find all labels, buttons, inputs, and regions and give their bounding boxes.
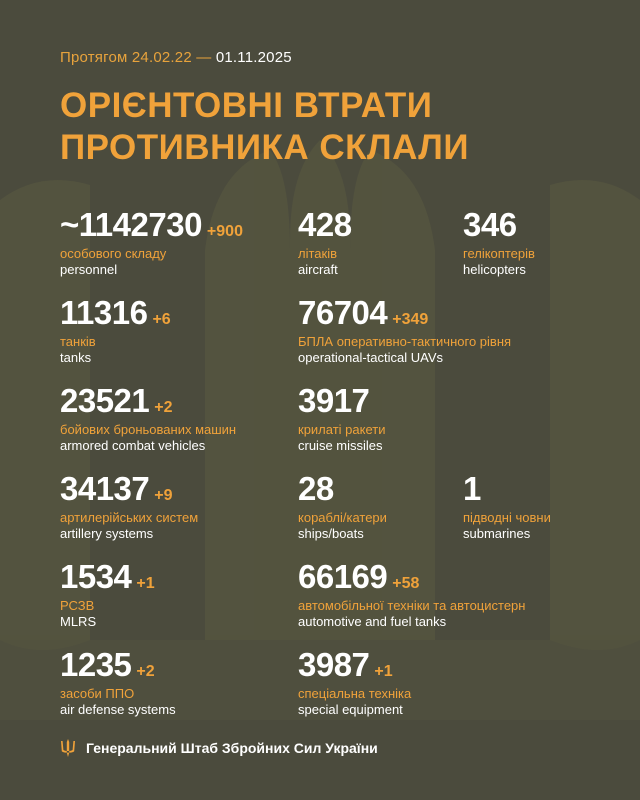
stat-number: 34137 [60,470,150,507]
stat-label-ua: РСЗВ [60,598,95,613]
stat-automotive [298,558,525,630]
stat-delta: +2 [136,663,155,680]
stat-label-en: special equipment [298,702,403,717]
stat-number: ~1142730 [60,206,202,243]
stat-label-ua: особового складу [60,246,167,261]
stat-label-en: MLRS [60,614,97,629]
stat-number: 3987 [298,646,370,683]
stat-number: 1 [463,470,481,507]
stat-number: 1534 [60,558,132,595]
stat-mlrs [60,558,155,630]
stat-label-en: air defense systems [60,702,176,717]
stat-delta: +9 [154,487,173,504]
stat-label-en: aircraft [298,262,338,277]
stat-number: 428 [298,206,352,243]
stat-air-defense [60,646,176,718]
stat-aircraft [298,206,357,278]
stat-personnel [60,206,243,278]
stat-number: 76704 [298,294,388,331]
stat-label-en: helicopters [463,262,526,277]
footer [60,738,378,758]
stat-ships [298,470,387,542]
stat-label-en: personnel [60,262,118,277]
stat-label-ua: танків [60,334,96,349]
stat-label-en: automotive and fuel tanks [298,614,447,629]
stat-number: 1235 [60,646,132,683]
date-range-end: 01.11.2025 [215,49,292,66]
stat-delta: +6 [152,311,171,328]
stat-label-ua: гелікоптерів [463,246,535,261]
date-range [60,49,292,66]
stat-tanks [60,294,171,366]
trident-icon [60,739,76,757]
stat-delta: +349 [392,311,429,328]
stat-artillery [60,470,198,542]
stat-uavs [298,294,511,366]
stat-label-en: operational-tactical UAVs [298,350,443,365]
title-line-2: ПРОТИВНИКА СКЛАЛИ [60,128,469,167]
title-line-1: ОРІЄНТОВНІ ВТРАТИ [60,86,433,125]
stat-label-ua: літаків [298,246,337,261]
stat-number: 66169 [298,558,388,595]
stat-armored-vehicles [60,382,236,454]
stat-number: 346 [463,206,517,243]
page-title [60,85,469,169]
stat-delta: +2 [154,399,173,416]
footer-text: Генеральний Штаб Збройних Сил України [86,740,378,756]
stat-number: 11316 [60,294,148,331]
stat-number: 3917 [298,382,370,419]
stat-delta: +900 [206,223,243,240]
stat-label-ua: кораблі/катери [298,510,387,525]
stat-number: 28 [298,470,334,507]
stat-label-ua: БПЛА оперативно-тактичного рівня [298,334,512,349]
stat-label-ua: бойових броньованих машин [60,422,237,437]
stat-label-ua: автомобільної техніки та автоцистерн [298,598,526,613]
stat-delta: +58 [392,575,420,592]
stat-label-ua: крилаті ракети [298,422,386,437]
stat-label-en: armored combat vehicles [60,438,206,453]
stat-special-equipment [298,646,411,718]
stat-label-en: artillery systems [60,526,154,541]
stat-delta: +1 [374,663,393,680]
date-range-start: Протягом 24.02.22 — [60,49,212,66]
stat-number: 23521 [60,382,150,419]
stat-label-ua: артилерійських систем [60,510,199,525]
stat-label-en: tanks [60,350,92,365]
stat-delta: +1 [136,575,155,592]
stat-label-ua: підводні човни [463,510,551,525]
stat-cruise-missiles [298,382,385,454]
stat-label-en: cruise missiles [298,438,383,453]
stat-label-en: ships/boats [298,526,364,541]
stat-helicopters [463,206,535,278]
stat-submarines [463,470,551,542]
stat-label-ua: засоби ППО [60,686,135,701]
stat-label-ua: спеціальна техніка [298,686,412,701]
stat-label-en: submarines [463,526,531,541]
